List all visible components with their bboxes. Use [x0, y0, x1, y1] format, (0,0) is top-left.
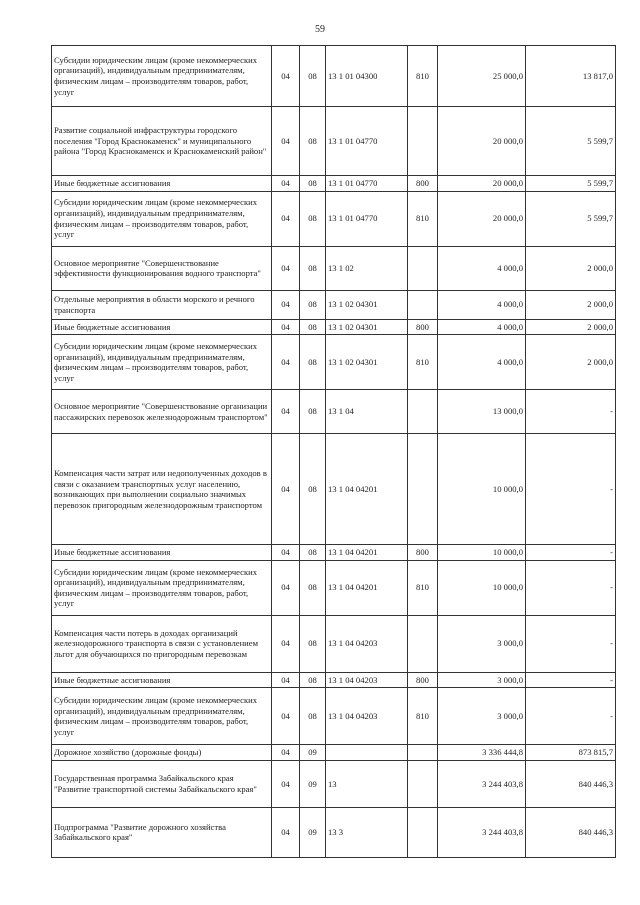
subsection-code-cell: 09 [300, 807, 326, 857]
row-name-cell: Субсидии юридическим лицам (кроме некоммерческих организаций), индивидуальным предпринимателям, физическим лицам – производителям товаров, работ, услуг [52, 688, 272, 745]
row-name-cell: Иные бюджетные ассигнования [52, 672, 272, 688]
row-name-cell: Подпрограмма "Развитие дорожного хозяйства Забайкальского края" [52, 807, 272, 857]
section-code-cell: 04 [272, 246, 300, 290]
amount-planned-cell: 3 244 403,8 [438, 760, 526, 807]
amount-executed-cell: 13 817,0 [526, 46, 616, 107]
target-article-cell: 13 1 04 04203 [326, 615, 408, 672]
amount-executed-cell: 5 599,7 [526, 191, 616, 246]
target-article-cell: 13 [326, 760, 408, 807]
section-code-cell: 04 [272, 319, 300, 335]
subsection-code-cell: 08 [300, 615, 326, 672]
target-article-cell: 13 1 04 [326, 390, 408, 434]
amount-planned-cell: 4 000,0 [438, 246, 526, 290]
expense-type-cell [408, 107, 438, 176]
section-code-cell: 04 [272, 107, 300, 176]
table-row [52, 390, 616, 434]
expense-type-cell: 800 [408, 672, 438, 688]
expense-type-cell [408, 745, 438, 761]
target-article-cell: 13 1 02 04301 [326, 335, 408, 390]
expense-type-cell: 810 [408, 335, 438, 390]
target-article-cell: 13 1 01 04770 [326, 176, 408, 192]
expense-type-cell: 810 [408, 191, 438, 246]
amount-planned-cell: 20 000,0 [438, 107, 526, 176]
subsection-code-cell: 08 [300, 560, 326, 615]
subsection-code-cell: 08 [300, 545, 326, 561]
subsection-code-cell: 09 [300, 745, 326, 761]
table-row [52, 688, 616, 745]
subsection-code-cell: 09 [300, 760, 326, 807]
section-code-cell: 04 [272, 191, 300, 246]
amount-planned-cell: 3 000,0 [438, 615, 526, 672]
amount-planned-cell: 4 000,0 [438, 319, 526, 335]
table-row [52, 807, 616, 857]
target-article-cell: 13 1 04 04201 [326, 434, 408, 545]
section-code-cell: 04 [272, 560, 300, 615]
row-name-cell: Основное мероприятие "Совершенствование эффективности функционирования водного транспорта" [52, 246, 272, 290]
section-code-cell: 04 [272, 545, 300, 561]
amount-executed-cell: 2 000,0 [526, 290, 616, 319]
amount-executed-cell: 2 000,0 [526, 246, 616, 290]
amount-planned-cell: 20 000,0 [438, 191, 526, 246]
table-row [52, 107, 616, 176]
target-article-cell: 13 1 01 04770 [326, 107, 408, 176]
amount-executed-cell: - [526, 560, 616, 615]
subsection-code-cell: 08 [300, 688, 326, 745]
subsection-code-cell: 08 [300, 390, 326, 434]
section-code-cell: 04 [272, 46, 300, 107]
amount-planned-cell: 3 336 444,8 [438, 745, 526, 761]
subsection-code-cell: 08 [300, 319, 326, 335]
expense-type-cell: 810 [408, 688, 438, 745]
amount-executed-cell: - [526, 688, 616, 745]
target-article-cell: 13 3 [326, 807, 408, 857]
section-code-cell: 04 [272, 176, 300, 192]
subsection-code-cell: 08 [300, 46, 326, 107]
target-article-cell: 13 1 02 04301 [326, 290, 408, 319]
table-row [52, 191, 616, 246]
section-code-cell: 04 [272, 335, 300, 390]
table-row [52, 434, 616, 545]
table-row [52, 246, 616, 290]
amount-executed-cell: 840 446,3 [526, 807, 616, 857]
expense-type-cell [408, 290, 438, 319]
amount-planned-cell: 10 000,0 [438, 560, 526, 615]
amount-planned-cell: 20 000,0 [438, 176, 526, 192]
amount-executed-cell: 5 599,7 [526, 176, 616, 192]
table-row [52, 560, 616, 615]
row-name-cell: Иные бюджетные ассигнования [52, 545, 272, 561]
target-article-cell [326, 745, 408, 761]
amount-planned-cell: 13 000,0 [438, 390, 526, 434]
subsection-code-cell: 08 [300, 434, 326, 545]
section-code-cell: 04 [272, 672, 300, 688]
row-name-cell: Основное мероприятие "Совершенствование организации пассажирских перевозок железнодорожным транспортом" [52, 390, 272, 434]
amount-executed-cell: 873 815,7 [526, 745, 616, 761]
row-name-cell: Компенсация части потерь в доходах организаций железнодорожного транспорта в связи с установлением льгот для обучающихся по пригородным перевозкам [52, 615, 272, 672]
row-name-cell: Компенсация части затрат или недополученных доходов в связи с оказанием транспортных услуг населению, возникающих при выполнении социально значимых перевозок пригородным железнодорожным транспортом [52, 434, 272, 545]
amount-executed-cell: - [526, 672, 616, 688]
expense-type-cell: 800 [408, 319, 438, 335]
table-row [52, 545, 616, 561]
amount-planned-cell: 3 000,0 [438, 672, 526, 688]
amount-executed-cell: - [526, 434, 616, 545]
expense-type-cell [408, 246, 438, 290]
section-code-cell: 04 [272, 807, 300, 857]
row-name-cell: Субсидии юридическим лицам (кроме некоммерческих организаций), индивидуальным предпринимателям, физическим лицам – производителям товаров, работ, услуг [52, 46, 272, 107]
table-row [52, 615, 616, 672]
subsection-code-cell: 08 [300, 290, 326, 319]
target-article-cell: 13 1 02 [326, 246, 408, 290]
target-article-cell: 13 1 01 04770 [326, 191, 408, 246]
target-article-cell: 13 1 04 04203 [326, 688, 408, 745]
amount-planned-cell: 3 244 403,8 [438, 807, 526, 857]
table-row [52, 672, 616, 688]
target-article-cell: 13 1 02 04301 [326, 319, 408, 335]
target-article-cell: 13 1 04 04203 [326, 672, 408, 688]
row-name-cell: Субсидии юридическим лицам (кроме некоммерческих организаций), индивидуальным предпринимателям, физическим лицам – производителям товаров, работ, услуг [52, 191, 272, 246]
target-article-cell: 13 1 01 04300 [326, 46, 408, 107]
section-code-cell: 04 [272, 290, 300, 319]
table-row [52, 290, 616, 319]
section-code-cell: 04 [272, 390, 300, 434]
expense-type-cell: 810 [408, 560, 438, 615]
subsection-code-cell: 08 [300, 191, 326, 246]
amount-executed-cell: 2 000,0 [526, 335, 616, 390]
amount-planned-cell: 3 000,0 [438, 688, 526, 745]
amount-executed-cell: 840 446,3 [526, 760, 616, 807]
table-row [52, 745, 616, 761]
expense-type-cell: 800 [408, 545, 438, 561]
amount-executed-cell: - [526, 390, 616, 434]
row-name-cell: Дорожное хозяйство (дорожные фонды) [52, 745, 272, 761]
row-name-cell: Отдельные мероприятия в области морского и речного транспорта [52, 290, 272, 319]
table-row [52, 335, 616, 390]
row-name-cell: Государственная программа Забайкальского края "Развитие транспортной системы Забайкальского края" [52, 760, 272, 807]
table-row [52, 760, 616, 807]
subsection-code-cell: 08 [300, 107, 326, 176]
expense-type-cell [408, 390, 438, 434]
section-code-cell: 04 [272, 615, 300, 672]
row-name-cell: Развитие социальной инфраструктуры городского поселения "Город Краснокаменск" и муниципального района "Город Краснокаменск и Краснокаменский район" [52, 107, 272, 176]
table-row [52, 46, 616, 107]
subsection-code-cell: 08 [300, 246, 326, 290]
amount-executed-cell: 5 599,7 [526, 107, 616, 176]
subsection-code-cell: 08 [300, 672, 326, 688]
subsection-code-cell: 08 [300, 176, 326, 192]
subsection-code-cell: 08 [300, 335, 326, 390]
section-code-cell: 04 [272, 434, 300, 545]
row-name-cell: Субсидии юридическим лицам (кроме некоммерческих организаций), индивидуальным предпринимателям, физическим лицам – производителям товаров, работ, услуг [52, 335, 272, 390]
expense-type-cell [408, 434, 438, 545]
row-name-cell: Субсидии юридическим лицам (кроме некоммерческих организаций), индивидуальным предпринимателям, физическим лицам – производителям товаров, работ, услуг [52, 560, 272, 615]
section-code-cell: 04 [272, 760, 300, 807]
amount-planned-cell: 25 000,0 [438, 46, 526, 107]
expense-type-cell: 800 [408, 176, 438, 192]
section-code-cell: 04 [272, 745, 300, 761]
page-number: 59 [315, 24, 325, 35]
amount-planned-cell: 4 000,0 [438, 335, 526, 390]
table-row [52, 176, 616, 192]
budget-table [51, 45, 616, 858]
amount-planned-cell: 10 000,0 [438, 545, 526, 561]
table-row [52, 319, 616, 335]
amount-planned-cell: 10 000,0 [438, 434, 526, 545]
row-name-cell: Иные бюджетные ассигнования [52, 319, 272, 335]
section-code-cell: 04 [272, 688, 300, 745]
expense-type-cell [408, 760, 438, 807]
target-article-cell: 13 1 04 04201 [326, 560, 408, 615]
amount-executed-cell: - [526, 545, 616, 561]
expense-type-cell [408, 807, 438, 857]
target-article-cell: 13 1 04 04201 [326, 545, 408, 561]
row-name-cell: Иные бюджетные ассигнования [52, 176, 272, 192]
expense-type-cell: 810 [408, 46, 438, 107]
expense-type-cell [408, 615, 438, 672]
amount-executed-cell: - [526, 615, 616, 672]
amount-planned-cell: 4 000,0 [438, 290, 526, 319]
amount-executed-cell: 2 000,0 [526, 319, 616, 335]
